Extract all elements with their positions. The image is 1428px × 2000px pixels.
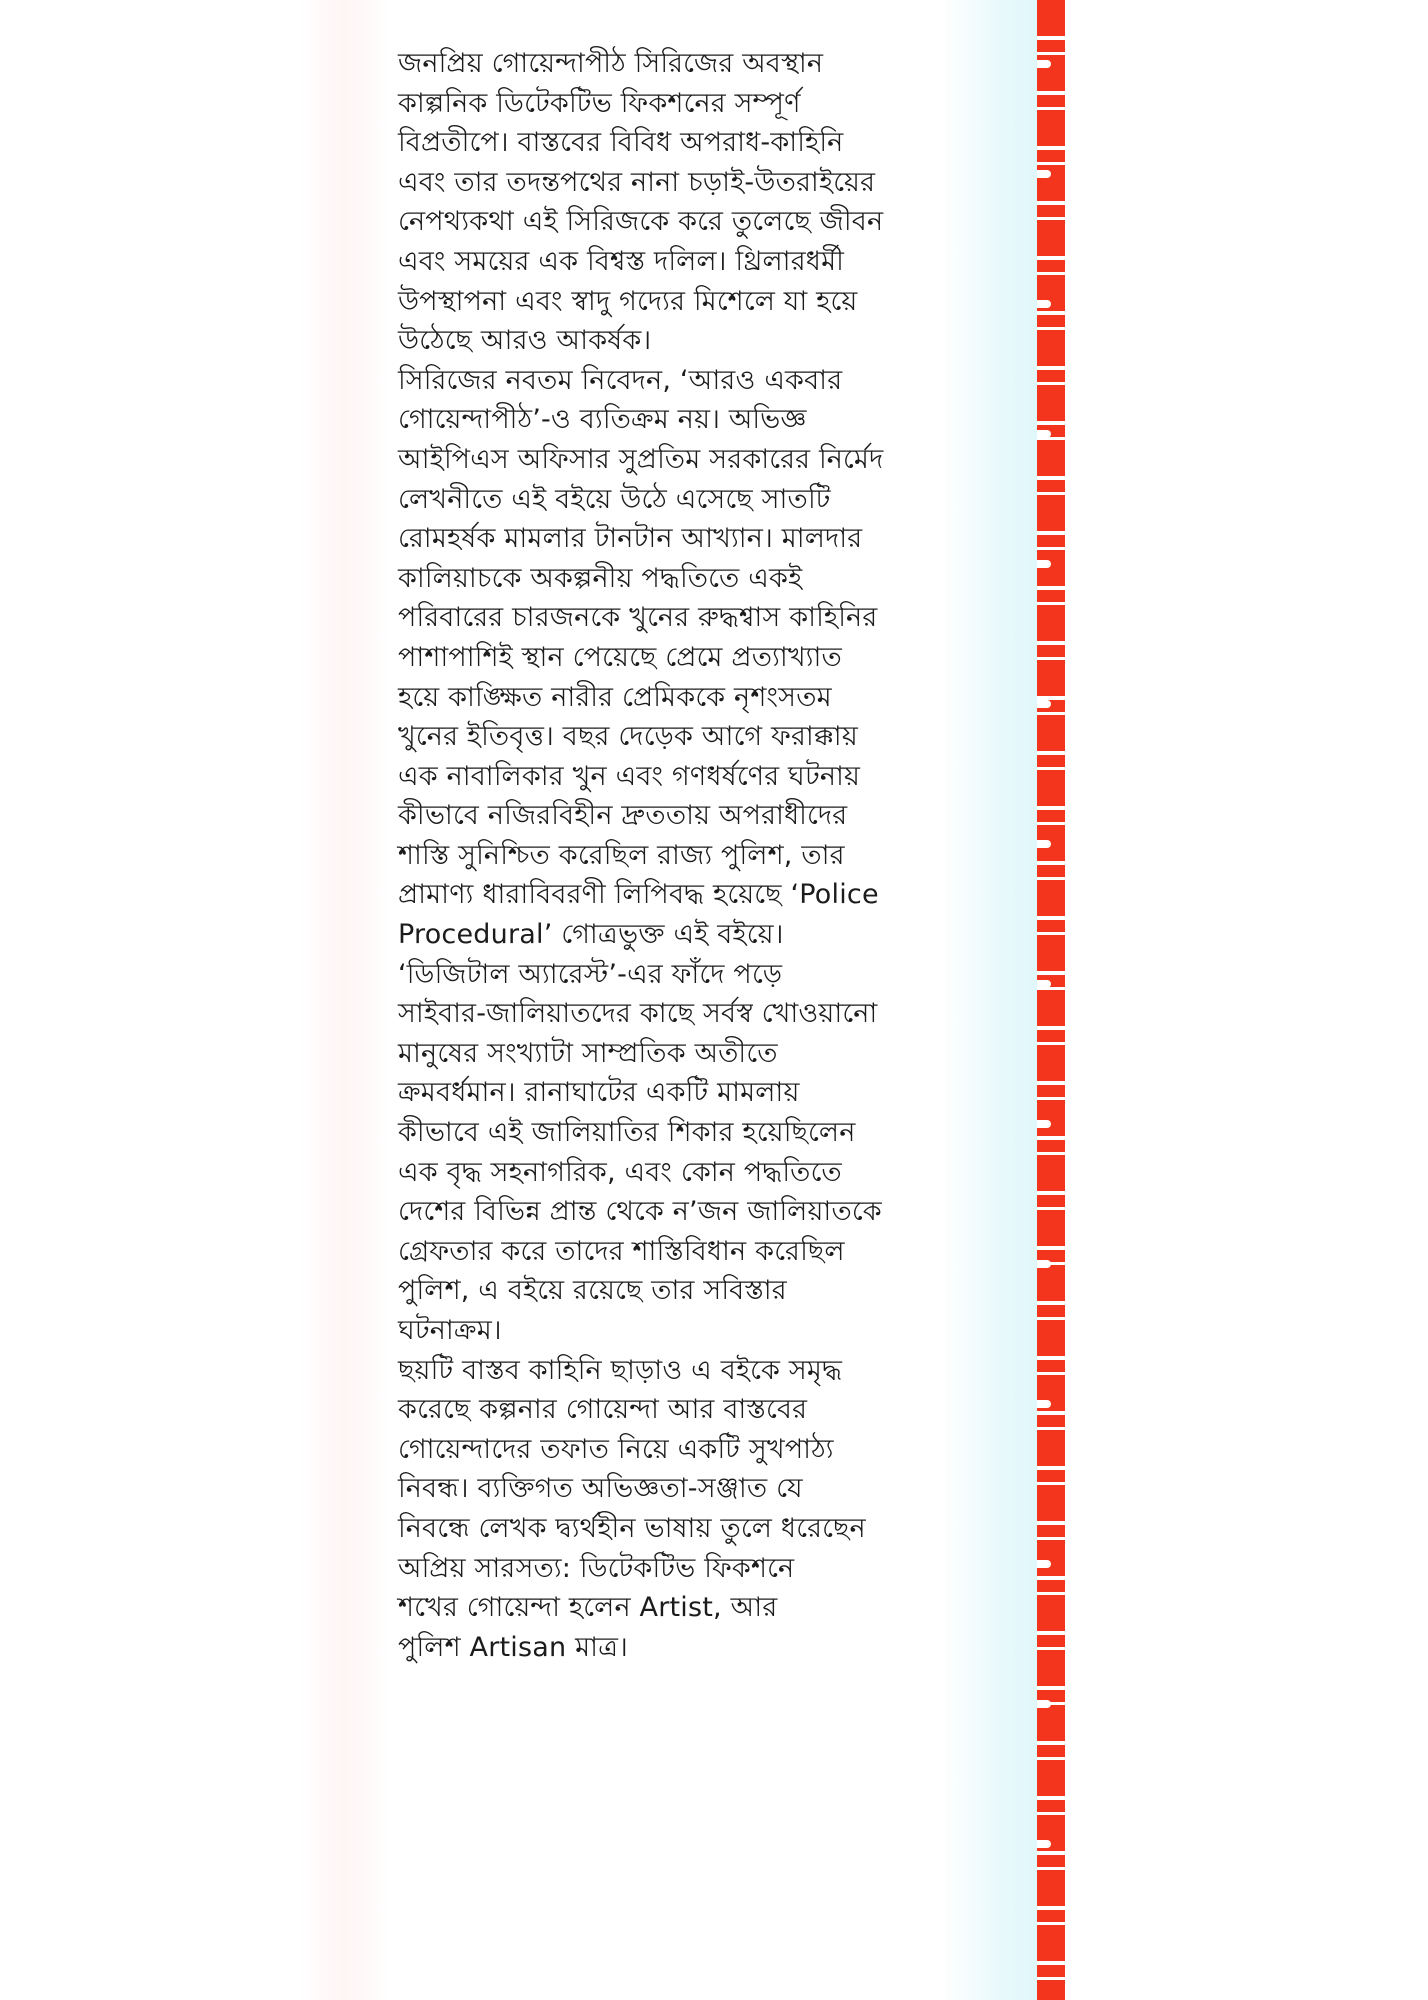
text-line: পাশাপাশিই স্থান পেয়েছে প্রেমে প্রত্যাখ্যাত [398,641,842,673]
text-line: জনপ্রিয় গোয়েন্দাপীঠ সিরিজের অবস্থান [398,48,824,79]
text-line: কালিয়াচকে অকল্পনীয় পদ্ধতিতে একই [398,562,803,594]
text-line: ঘটনাক্রম। [398,1315,502,1346]
text-line: পরিবারের চারজনকে খুনের রুদ্ধশ্বাস কাহিনির [398,602,878,634]
text-line: এবং সময়ের এক বিশ্বস্ত দলিল। থ্রিলারধর্মী [398,245,844,277]
paragraph-digital-arrest [398,955,998,1351]
text-line: কীভাবে নজিরবিহীন দ্রুততায় অপরাধীদের [398,800,848,832]
text-line: মানুষের সংখ্যাটা সাম্প্রতিক অতীতে [398,1037,778,1069]
text-line: দেশের বিভিন্ন প্রান্ত থেকে ন’জন জালিয়াতকে [398,1196,882,1228]
text-line: খুনের ইতিবৃত্ত। বছর দেড়েক আগে ফরাক্কায় [398,721,858,753]
text-line: বিপ্রতীপে। বাস্তবের বিবিধ অপরাধ-কাহিনি [398,127,844,159]
paragraph-new-book [398,361,998,955]
text-line: নিবন্ধ। ব্যক্তিগত অভিজ্ঞতা-সঞ্জাত যে [398,1473,803,1505]
text-line: কাল্পনিক ডিটেকটিভ ফিকশনের সম্পূর্ণ [398,87,801,119]
text-line: এক বৃদ্ধ সহনাগরিক, এবং কোন পদ্ধতিতে [398,1156,842,1188]
text-line: ক্রমবর্ধমান। রানাঘাটের একটি মামলায় [398,1077,800,1109]
text-line: হয়ে কাঙ্ক্ষিত নারীর প্রেমিককে নৃশংসতম [398,681,832,713]
text-line: কীভাবে এই জালিয়াতির শিকার হয়েছিলেন [398,1117,856,1149]
text-line: ‘ডিজিটাল অ্যারেস্ট’-এর ফাঁদে পড়ে [398,958,783,990]
text-line: এবং তার তদন্তপথের নানা চড়াই-উতরাইয়ের [398,166,876,198]
text-line: উঠেছে আরও আকর্ষক। [398,325,652,357]
text-line: করেছে কল্পনার গোয়েন্দা আর বাস্তবের [398,1394,808,1426]
text-line: পুলিশ Artisan মাত্র। [398,1631,629,1663]
text-line: গোয়েন্দাদের তফাত নিয়ে একটি সুখপাঠ্য [398,1433,834,1465]
text-line: অপ্রিয় সারসত্য: ডিটেকটিভ ফিকশনে [398,1552,795,1584]
text-line: Procedural’ গোত্রভুক্ত এই বইয়ে। [398,919,784,951]
text-line: এক নাবালিকার খুন এবং গণধর্ষণের ঘটনায় [398,760,861,792]
text-line: সিরিজের নবতম নিবেদন, ‘আরও একবার [398,364,843,396]
text-line: আইপিএস অফিসার সুপ্রতিম সরকারের নির্মেদ [398,443,884,475]
text-line: উপস্থাপনা এবং স্বাদু গদ্যের মিশেলে যা হয়ে [398,285,858,317]
page-shadow [300,0,390,2000]
text-line: প্রামাণ্য ধারাবিবরণী লিপিবদ্ধ হয়েছে ‘Police [398,879,879,911]
text-line: গ্রেফতার করে তাদের শাস্তিবিধান করেছিল [398,1235,845,1267]
text-line: গোয়েন্দাপীঠ’-ও ব্যতিক্রম নয়। অভিজ্ঞ [398,404,807,436]
text-line: নেপথ্যকথা এই সিরিজকে করে তুলেছে জীবন [398,206,884,238]
text-line: পুলিশ, এ বইয়ে রয়েছে তার সবিস্তার [398,1275,787,1307]
blurb-text [398,44,998,1667]
text-line: ছয়টি বাস্তব কাহিনি ছাড়াও এ বইকে সমৃদ্ধ [398,1354,843,1386]
text-line: শাস্তি সুনিশ্চিত করেছিল রাজ্য পুলিশ, তার [398,839,845,871]
paragraph-intro [398,44,998,361]
text-line: লেখনীতে এই বইয়ে উঠে এসেছে সাতটি [398,483,831,515]
paragraph-essay [398,1351,998,1668]
text-line: রোমহর্ষক মামলার টানটান আখ্যান। মালদার [398,523,863,555]
red-spine-strip [1037,0,1065,2000]
text-line: নিবন্ধে লেখক দ্ব্যর্থহীন ভাষায় তুলে ধরেছেন [398,1512,866,1544]
text-line: সাইবার-জালিয়াতদের কাছে সর্বস্ব খোওয়ানো [398,998,878,1030]
text-line: শখের গোয়েন্দা হলেন Artist, আর [398,1592,778,1624]
